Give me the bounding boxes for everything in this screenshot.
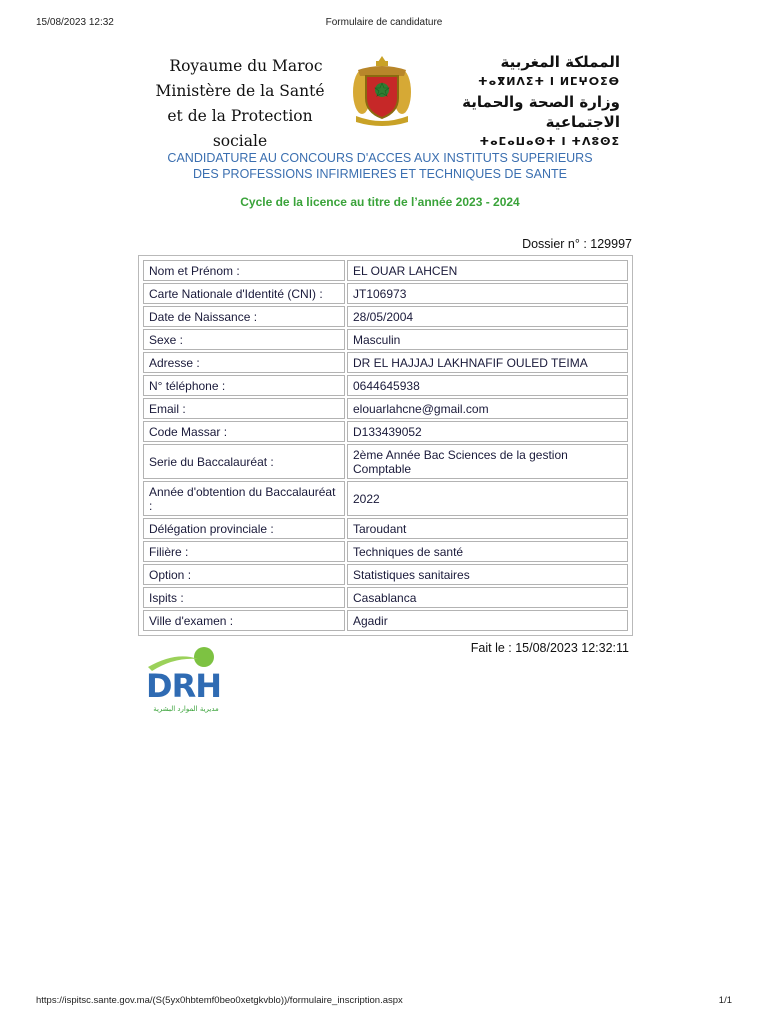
dossier-number: Dossier n° : 129997 — [522, 237, 632, 251]
drh-logo — [140, 645, 230, 715]
table-row — [143, 481, 628, 516]
page-url: https://ispitsc.sante.gov.ma/(S(5yx0hbtemf0beo0xetgkvblo))/formulaire_inscription.aspx — [36, 995, 403, 1006]
field-label: Filière : — [143, 541, 345, 562]
field-label: Ville d'examen : — [143, 610, 345, 631]
arabic-kingdom: المملكة المغربية — [500, 53, 620, 71]
field-value: 28/05/2004 — [347, 306, 628, 327]
field-label: Serie du Baccalauréat : — [143, 444, 345, 479]
field-value: 2022 — [347, 481, 628, 516]
field-value: Techniques de santé — [347, 541, 628, 562]
print-title: Formulaire de candidature — [325, 17, 443, 28]
field-label: Adresse : — [143, 352, 345, 373]
tifinagh-ministry: ⵜⴰⵎⴰⵡⴰⵙⵜ ⵏ ⵜⴷⵓⵙⵉ — [479, 135, 620, 148]
field-value: D133439052 — [347, 421, 628, 442]
letterhead-french — [140, 54, 340, 154]
fait-le-timestamp: Fait le : 15/08/2023 12:32:11 — [470, 641, 629, 655]
field-label: Email : — [143, 398, 345, 419]
title-line-2: DES PROFESSIONS INFIRMIERES ET TECHNIQUES DE SANTE — [193, 167, 567, 181]
letterhead-arabic — [430, 52, 620, 152]
field-label: Option : — [143, 564, 345, 585]
table-row — [143, 518, 628, 539]
table-row — [143, 329, 628, 350]
table-row — [143, 444, 628, 479]
drh-logo-text: DRH — [146, 667, 221, 705]
letterhead-protection: et de la Protection sociale — [167, 107, 313, 150]
coat-of-arms-icon — [350, 52, 414, 128]
field-label: Délégation provinciale : — [143, 518, 345, 539]
title-line-1: CANDIDATURE AU CONCOURS D'ACCES AUX INSTITUTS SUPERIEURS — [167, 151, 593, 165]
field-value: JT106973 — [347, 283, 628, 304]
table-row — [143, 587, 628, 608]
field-label: Carte Nationale d'Identité (CNI) : — [143, 283, 345, 304]
candidate-info-table — [138, 255, 633, 636]
table-row — [143, 260, 628, 281]
field-value: 0644645938 — [347, 375, 628, 396]
table-row — [143, 610, 628, 631]
drh-logo-caption: مديرية الموارد البشرية — [153, 705, 219, 713]
field-label: N° téléphone : — [143, 375, 345, 396]
table-row — [143, 306, 628, 327]
page-title — [120, 150, 640, 182]
field-label: Ispits : — [143, 587, 345, 608]
page-number: 1/1 — [718, 995, 732, 1006]
field-value: elouarlahcne@gmail.com — [347, 398, 628, 419]
field-value: EL OUAR LAHCEN — [347, 260, 628, 281]
field-label: Sexe : — [143, 329, 345, 350]
table-row — [143, 541, 628, 562]
field-label: Date de Naissance : — [143, 306, 345, 327]
table-row — [143, 352, 628, 373]
field-value: Statistiques sanitaires — [347, 564, 628, 585]
print-datetime: 15/08/2023 12:32 — [36, 17, 114, 28]
field-value: DR EL HAJJAJ LAKHNAFIF OULED TEIMA — [347, 352, 628, 373]
field-label: Code Massar : — [143, 421, 345, 442]
letterhead-kingdom: Royaume du Maroc — [169, 57, 323, 75]
field-value: Masculin — [347, 329, 628, 350]
field-value: Agadir — [347, 610, 628, 631]
tifinagh-kingdom: ⵜⴰⴳⵍⴷⵉⵜ ⵏ ⵍⵎⵖⵔⵉⴱ — [477, 75, 620, 88]
letterhead-ministry: Ministère de la Santé — [155, 82, 325, 100]
table-row — [143, 564, 628, 585]
field-value: Casablanca — [347, 587, 628, 608]
table-row — [143, 283, 628, 304]
field-label: Nom et Prénom : — [143, 260, 345, 281]
table-row — [143, 375, 628, 396]
field-value: 2ème Année Bac Sciences de la gestion Comptable — [347, 444, 628, 479]
arabic-ministry: وزارة الصحة والحماية الاجتماعية — [462, 93, 620, 131]
table-row — [143, 398, 628, 419]
table-row — [143, 421, 628, 442]
field-value: Taroudant — [347, 518, 628, 539]
field-label: Année d'obtention du Baccalauréat : — [143, 481, 345, 516]
cycle-subtitle: Cycle de la licence au titre de l’année 2023 - 2024 — [240, 195, 520, 209]
